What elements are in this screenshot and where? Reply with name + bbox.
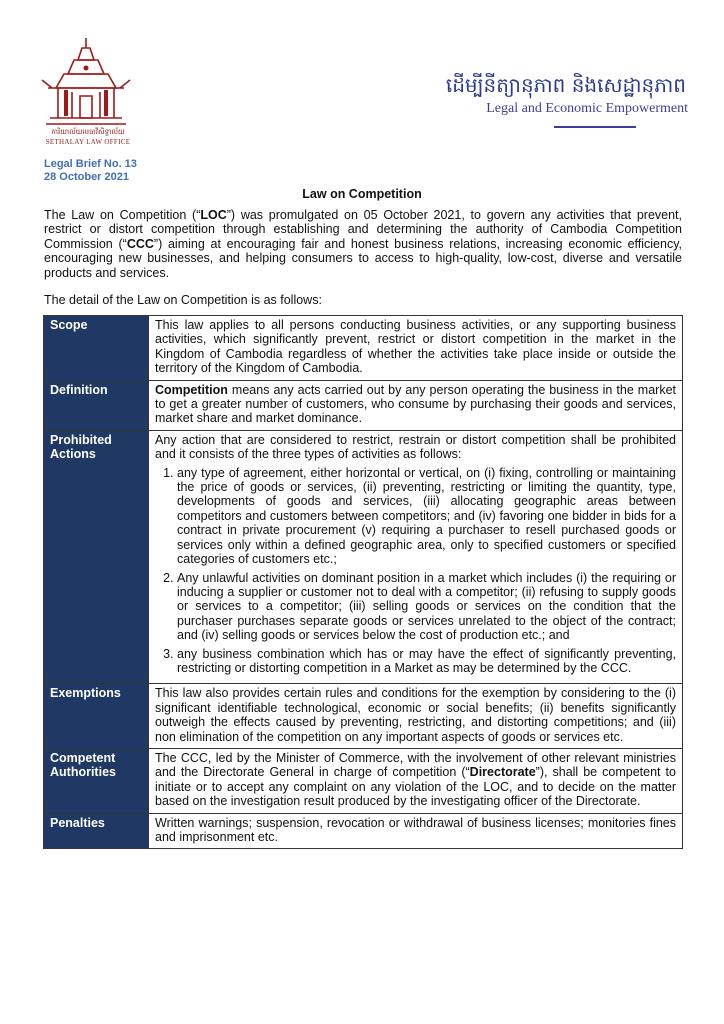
row-content-definition: Competition means any acts carried out by any person operating the business in the market to get a greater number of customers, who consume by purchasing their goods and services, market share and market dominance. bbox=[149, 380, 683, 430]
list-item: 2. Any unlawful activities on dominant position in a market which includes (i) the requiring or inducing a supplier or customer not to deal with a competitor; (ii) refusing to supply goods or services to a competitor; (iii) selling goods or services on the condition that the purchaser purchases separate goods or services unrelated to the object of the contract; and (iv) selling goods or services below the cost of production etc.; and bbox=[177, 571, 676, 643]
temple-logo-icon bbox=[38, 34, 134, 130]
list-item: 3. any business combination which has or may have the effect of significantly preventing, restricting or distorting competition in a Market as may be determined by the CCC. bbox=[177, 647, 676, 676]
logo-english-text: SETHALAY LAW OFFICE bbox=[45, 138, 131, 146]
detail-intro: The detail of the Law on Competition is as follows: bbox=[44, 293, 322, 307]
row-content-competent-authorities: The CCC, led by the Minister of Commerce, with the involvement of other relevant ministries and the Directorate General in charge of competition (“Directorate”), shall be competent to initiate or to accept any complaint on any violation of the LOC, and to decide on the matter based on the investigation result produced by the investigating officer of the Directorate. bbox=[149, 748, 683, 813]
row-label-competent-authorities: Competent Authorities bbox=[44, 748, 149, 813]
english-slogan: Legal and Economic Empowerment bbox=[486, 101, 688, 116]
row-content-scope: This law applies to all persons conducting business activities, or any supporting business activities, which significantly prevent, restrict or distort competition in the market in the Kingdom of Cambodia regardless of whether the activities take place inside or outside the territory of the Kingdom of Cambodia. bbox=[149, 316, 683, 381]
table-row-scope bbox=[44, 316, 683, 381]
row-content-penalties: Written warnings; suspension, revocation or withdrawal of business licenses; monitories fines and imprisonment etc. bbox=[149, 813, 683, 849]
table-row-penalties bbox=[44, 813, 683, 849]
logo-khmer-text: ការិយាល័យមេធាវីសិទ្ធាល័យ bbox=[51, 128, 125, 136]
intro-paragraph: The Law on Competition (“LOC”) was promulgated on 05 October 2021, to govern any activities that prevent, restrict or distort competition through establishing and determining the authority of Cambodia Competition Commission (“CCC”) aiming at encouraging fair and honest business relations, increasing economic efficiency, encouraging new businesses, and helping consumers to access to high-quality, low-cost, diverse and versatile products and services. bbox=[44, 208, 683, 280]
brief-number: Legal Brief No. 13 bbox=[44, 158, 137, 170]
document-title: Law on Competition bbox=[302, 187, 422, 201]
row-label-scope: Scope bbox=[44, 316, 149, 381]
row-label-prohibited-actions: Prohibited Actions bbox=[44, 430, 149, 684]
brief-info bbox=[44, 158, 137, 184]
row-label-exemptions: Exemptions bbox=[44, 684, 149, 749]
row-label-penalties: Penalties bbox=[44, 813, 149, 849]
prohibited-intro: Any action that are considered to restrict, restrain or distort competition shall be prohibited and it consists of the three types of activities as follows: bbox=[155, 432, 676, 462]
table-row-competent-authorities bbox=[44, 748, 683, 813]
row-content-prohibited-actions bbox=[149, 430, 683, 684]
brief-date: 28 October 2021 bbox=[44, 171, 129, 183]
table-row-prohibited-actions bbox=[44, 430, 683, 684]
law-summary-table bbox=[43, 315, 683, 849]
list-item: 1. any type of agreement, either horizontal or vertical, on (i) fixing, controlling or maintaining the price of goods or services, (ii) preventing, restricting or limiting the quantity, type, developments of goods and services, (iii) allocating geographic areas between competitors and customers between competitors; and (iv) favoring one bidder in bids for a contract in private procurement (v) requiring a purchaser to resell purchased goods or services only within a defined geographic area, only to specified customers or specified categories of customers etc.; bbox=[177, 466, 676, 567]
khmer-slogan: ដើម្បីនីត្យានុភាព និងសេដ្ឋានុភាព bbox=[445, 73, 686, 97]
slogan-underline bbox=[554, 126, 636, 128]
prohibited-list bbox=[155, 466, 676, 676]
table-row-exemptions bbox=[44, 684, 683, 749]
table-row-definition bbox=[44, 380, 683, 430]
row-label-definition: Definition bbox=[44, 380, 149, 430]
row-content-exemptions: This law also provides certain rules and conditions for the exemption by considering to the (i) significant identifiable technological, economic or social benefits; (ii) benefits significantly outweigh the effects caused by preventing, restricting, and distorting competitions; and (iii) non elimination of the competition on any important aspects of goods or services etc. bbox=[149, 684, 683, 749]
